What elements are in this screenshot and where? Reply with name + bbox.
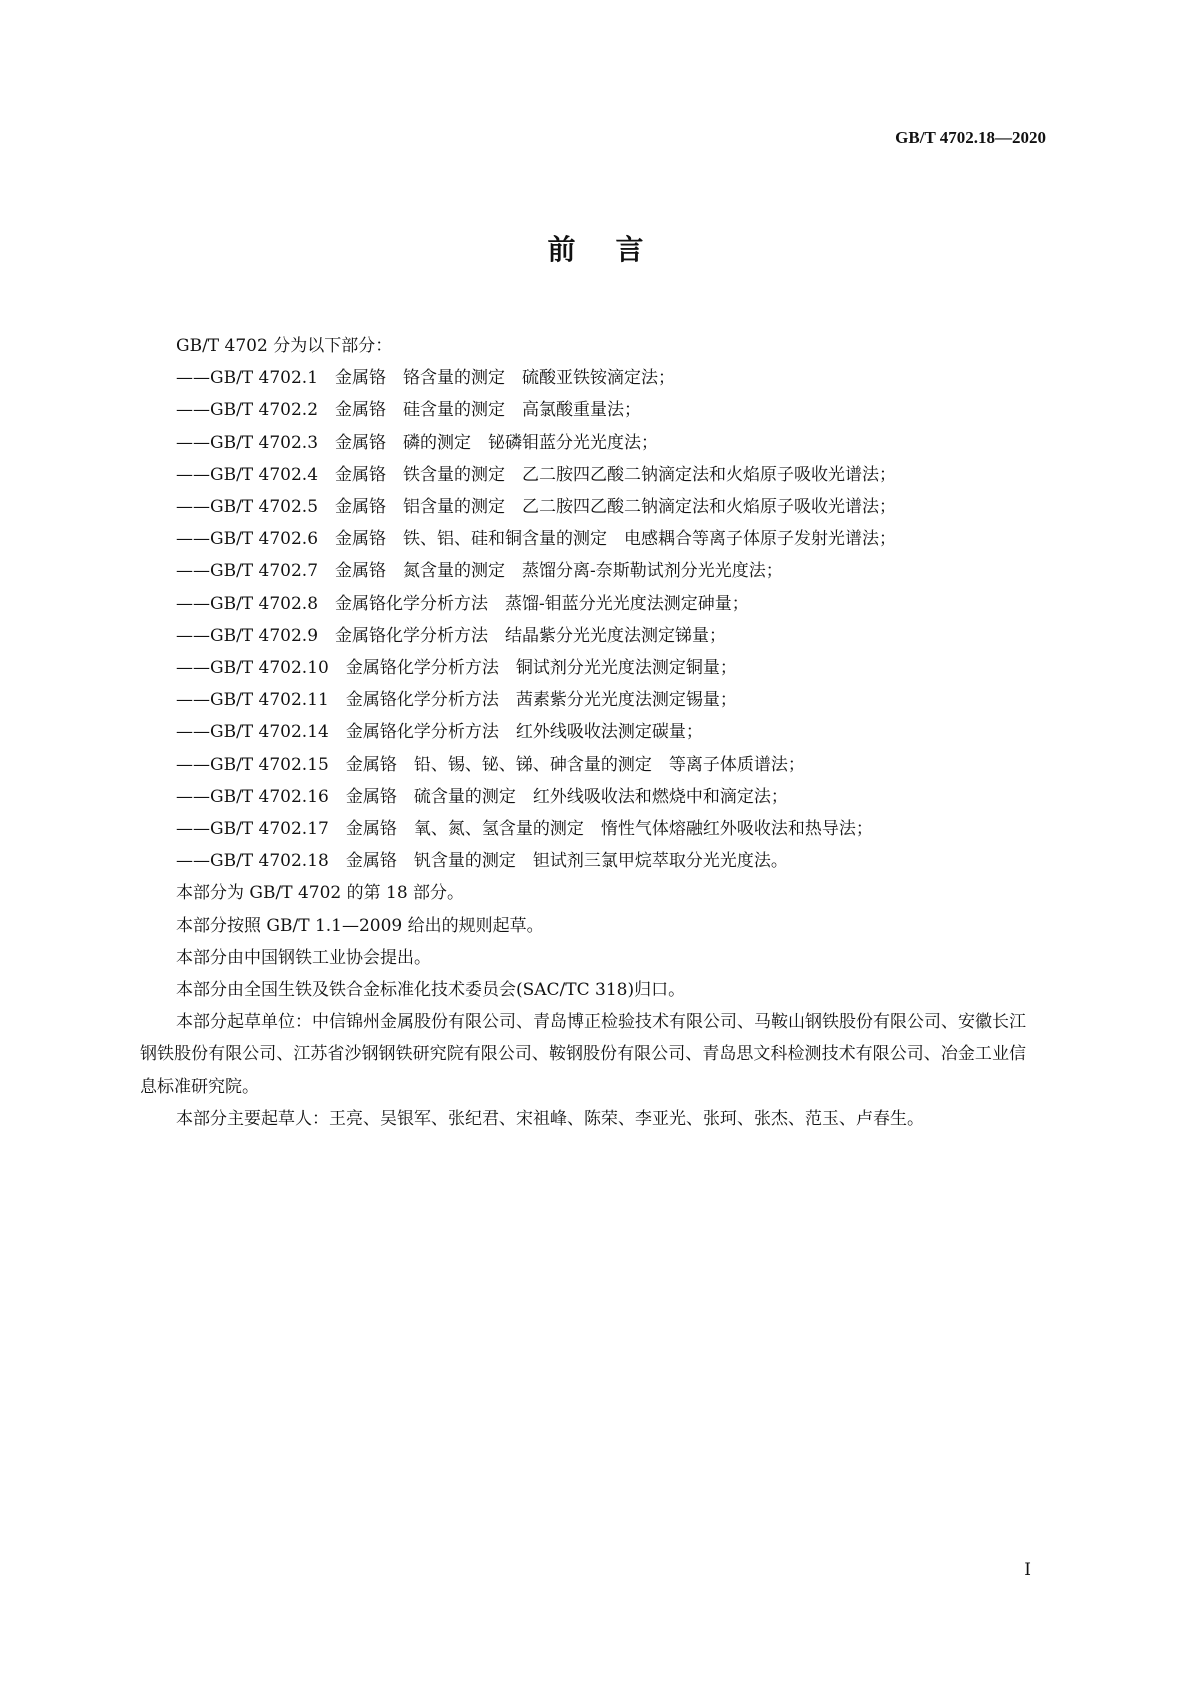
statement: 本部分为 GB/T 4702 的第 18 部分。	[176, 883, 465, 904]
part-item: ——GB/T 4702.15 金属铬 铅、锡、铋、锑、砷含量的测定 等离子体质谱法；	[176, 754, 805, 775]
part-item: ——GB/T 4702.9 金属铬化学分析方法 结晶紫分光光度法测定锑量；	[176, 625, 727, 646]
statement: 本部分由中国钢铁工业协会提出。	[176, 947, 431, 968]
part-item: ——GB/T 4702.5 金属铬 铝含量的测定 乙二胺四乙酸二钠滴定法和火焰原子吸收光谱法；	[176, 497, 897, 518]
part-item: ——GB/T 4702.8 金属铬化学分析方法 蒸馏-钼蓝分光光度法测定砷量；	[176, 593, 749, 614]
part-item: ——GB/T 4702.16 金属铬 硫含量的测定 红外线吸收法和燃烧中和滴定法；	[176, 786, 788, 807]
statement: 本部分按照 GB/T 1.1—2009 给出的规则起草。	[176, 915, 544, 936]
part-item: ——GB/T 4702.10 金属铬化学分析方法 铜试剂分光光度法测定铜量；	[176, 658, 737, 679]
statement: 本部分由全国生铁及铁合金标准化技术委员会(SAC/TC 318)归口。	[176, 980, 686, 1001]
page-title: 前言	[547, 233, 684, 266]
part-item: ——GB/T 4702.11 金属铬化学分析方法 茜素紫分光光度法测定锡量；	[176, 690, 737, 711]
part-item: ——GB/T 4702.3 金属铬 磷的测定 铋磷钼蓝分光光度法；	[176, 432, 659, 453]
standard-code: GB/T 4702.18—2020	[895, 128, 1046, 147]
part-item: ——GB/T 4702.7 金属铬 氮含量的测定 蒸馏分离-奈斯勒试剂分光光度法；	[176, 561, 783, 582]
intro-line: GB/T 4702 分为以下部分：	[176, 336, 393, 356]
part-item: ——GB/T 4702.1 金属铬 铬含量的测定 硫酸亚铁铵滴定法；	[176, 368, 676, 389]
part-item: ——GB/T 4702.2 金属铬 硅含量的测定 高氯酸重量法；	[176, 400, 642, 421]
part-item: ——GB/T 4702.14 金属铬化学分析方法 红外线吸收法测定碳量；	[176, 722, 703, 743]
part-item: ——GB/T 4702.6 金属铬 铁、铝、硅和铜含量的测定 电感耦合等离子体原子发射光谱法；	[176, 529, 897, 550]
foreword-body	[140, 330, 1026, 1135]
part-item: ——GB/T 4702.17 金属铬 氧、氮、氢含量的测定 惰性气体熔融红外吸收法和热导法；	[176, 819, 873, 840]
part-item: ——GB/T 4702.4 金属铬 铁含量的测定 乙二胺四乙酸二钠滴定法和火焰原子吸收光谱法；	[176, 464, 897, 485]
part-item: ——GB/T 4702.18 金属铬 钒含量的测定 钽试剂三氯甲烷萃取分光光度法。	[176, 851, 788, 872]
drafting-units: 本部分起草单位：中信锦州金属股份有限公司、青岛博正检验技术有限公司、马鞍山钢铁股份有限公司、安徽长江钢铁股份有限公司、江苏省沙钢钢铁研究院有限公司、鞍钢股份有限公司、青岛思文科检测技术有限公司、冶金工业信息标准研究院。	[140, 1012, 1026, 1097]
page-number: I	[1024, 1560, 1031, 1580]
drafters: 本部分主要起草人：王亮、吴银军、张纪君、宋祖峰、陈荣、李亚光、张珂、张杰、范玉、卢春生。	[176, 1108, 924, 1129]
